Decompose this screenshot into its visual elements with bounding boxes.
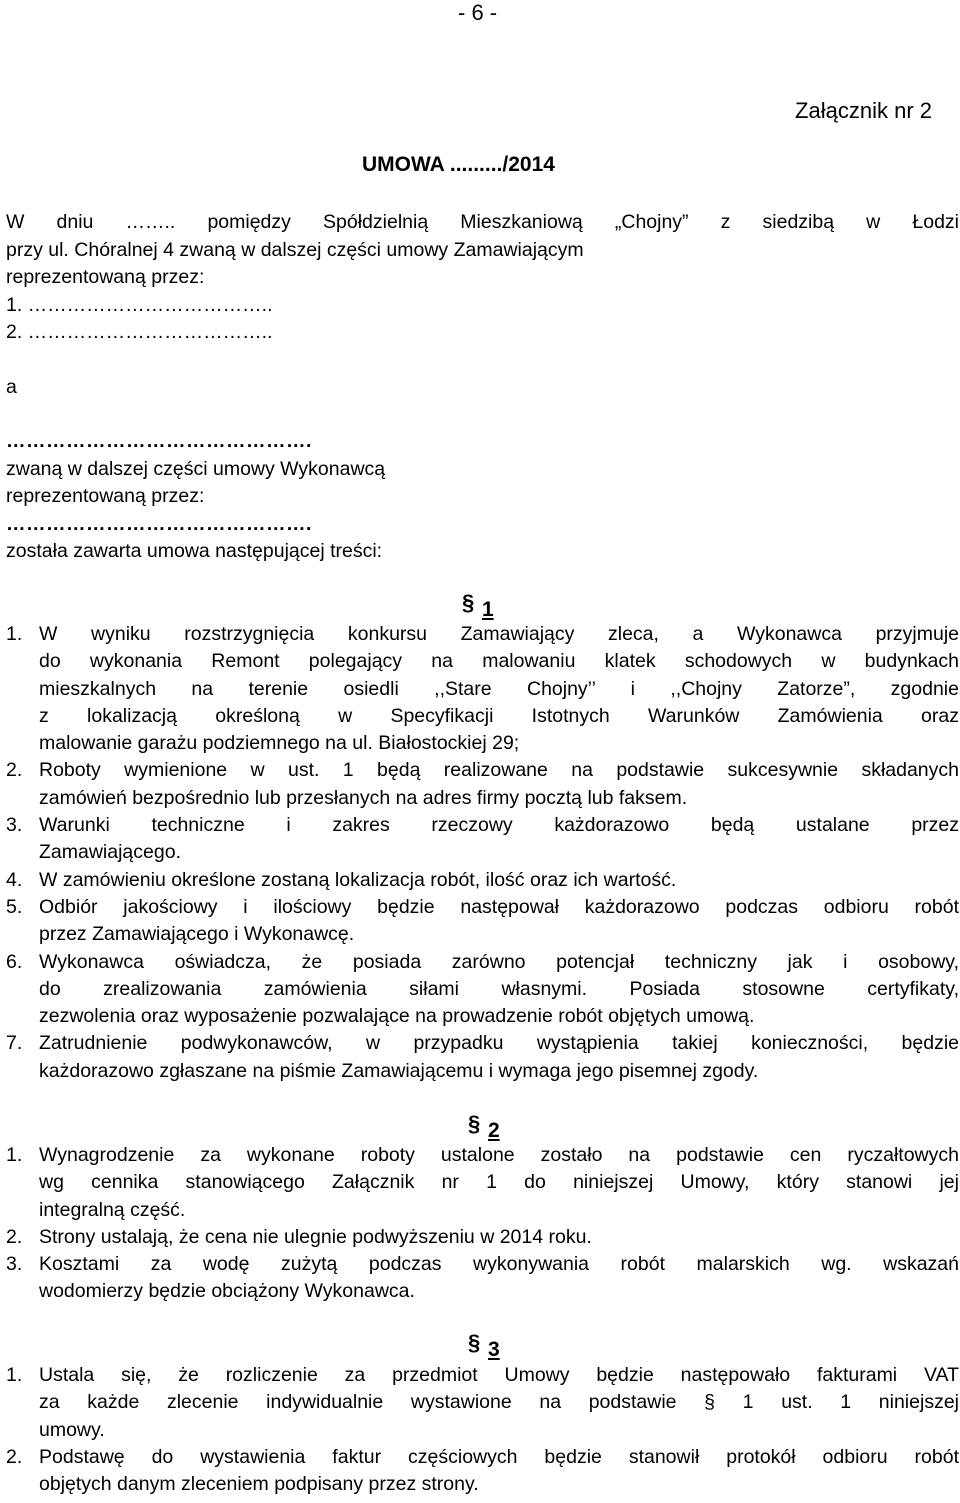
clause-line: W wyniku rozstrzygnięcia konkursu Zamawiający zleca, a Wykonawca przyjmuje (39, 623, 959, 645)
clause-number: 2. (6, 1225, 23, 1248)
section-heading-3 (468, 1331, 500, 1362)
clause-line: Odbiór jakościowy i ilościowy będzie następował każdorazowo podczas odbioru robót (39, 895, 959, 918)
svg-text:§: § (462, 591, 475, 613)
clause-line: Strony ustalają, że cena nie ulegnie podwyższeniu w 2014 roku. (39, 1225, 592, 1248)
annex-label: Załącznik nr 2 (795, 98, 932, 123)
intro-line: reprezentowaną przez: (6, 266, 205, 288)
clause-item (6, 812, 959, 867)
svg-text:§: § (468, 1112, 481, 1134)
clause-line: wg cennika stanowiącego Załącznik nr 1 do niniejszej Umowy, który stanowi jej (39, 1171, 959, 1194)
clause-item (6, 757, 959, 812)
clause-line: zezwolenia oraz wyposażenie pozwalające na prowadzenie robót objętych umową. (39, 1005, 755, 1028)
section-2-items (6, 1142, 959, 1306)
clause-item (6, 1444, 959, 1499)
clause-number: 4. (6, 868, 23, 891)
intro-line: przy ul. Chóralnej 4 zwaną w dalszej części umowy Zamawiającym (6, 238, 584, 261)
document-title: UMOWA ........./2014 (362, 153, 555, 176)
clause-item (6, 1224, 959, 1251)
clause-line: integralną część. (39, 1198, 186, 1221)
clause-number: 1. (6, 1144, 23, 1166)
clause-item (6, 949, 959, 1031)
clause-number: 1. (6, 1364, 23, 1386)
page-number: - 6 - (458, 0, 498, 25)
intro-and: a (6, 375, 17, 398)
clause-line: Roboty wymienione w ust. 1 będą realizowane na podstawie sukcesywnie składanych (39, 759, 959, 782)
section-number: 3 (488, 1338, 500, 1361)
clause-line: zamówień bezpośrednio lub przesłanych na adres firmy pocztą lub faksem. (39, 786, 688, 809)
clause-item (6, 894, 959, 949)
section-heading-2 (468, 1112, 500, 1143)
clause-line: Wykonawca oświadcza, że posiada zarówno potencjał techniczny jak i osobowy, (39, 950, 959, 973)
clause-line: Kosztami za wodę zużytą podczas wykonywania robót malarskich wg. wskazań (39, 1253, 959, 1276)
clause-line: do zrealizowania zamówienia siłami własnymi. Posiada stosowne certyfikaty, (39, 977, 959, 1000)
contractor-placeholder: ………………………………………. (6, 430, 312, 452)
clause-number: 6. (6, 950, 23, 973)
clause-line: do wykonania Remont polegający na malowaniu klatek schodowych w budynkach (39, 650, 959, 673)
clause-line: Podstawę do wystawienia faktur częściowych będzie stanowił protokół odbioru robót (39, 1445, 959, 1468)
clause-item (6, 867, 959, 894)
clause-number: 3. (6, 1253, 23, 1276)
section-number: 2 (488, 1119, 500, 1142)
clause-number: 2. (6, 1445, 23, 1468)
clause-line: malowanie garażu podziemnego na ul. Białostockiej 29; (39, 732, 520, 755)
clause-item (6, 1142, 959, 1224)
representative-line: 1. ……………………………….. (6, 293, 273, 316)
clause-number: 7. (6, 1032, 23, 1055)
contract-intro (6, 209, 959, 566)
clause-number: 2. (6, 759, 23, 782)
clause-line: Wynagrodzenie za wykonane roboty ustalone zostało na podstawie cen ryczałtowych (39, 1144, 959, 1166)
clause-line: wodomierzy będzie obciążony Wykonawca. (39, 1280, 415, 1303)
clause-line: umowy. (39, 1418, 105, 1441)
clause-line: objętych danym zleceniem podpisany przez strony. (39, 1473, 479, 1496)
section-1-items (6, 621, 959, 1085)
intro-line: została zawarta umowa następującej treści: (6, 540, 383, 562)
clause-line: z lokalizacją określoną w Specyfikacji Istotnych Warunków Zamówienia oraz (39, 704, 959, 727)
clause-item (6, 1251, 959, 1306)
clause-line: mieszkalnych na terenie osiedli ,,Stare Chojny’’ i ,,Chojny Zatorze”, zgodnie (39, 677, 959, 700)
clause-line: za każde zlecenie indywidualnie wystawione na podstawie § 1 ust. 1 niniejszej (39, 1391, 959, 1414)
clause-line: Zatrudnienie podwykonawców, w przypadku wystąpienia takiej konieczności, będzie (39, 1032, 959, 1055)
svg-text:§: § (468, 1331, 481, 1353)
clause-line: Ustala się, że rozliczenie za przedmiot Umowy będzie następowało fakturami VAT (39, 1364, 959, 1386)
clause-line: Warunki techniczne i zakres rzeczowy każdorazowo będą ustalane przez (39, 814, 959, 837)
clause-item (6, 1030, 959, 1085)
section-3-items (6, 1362, 959, 1498)
paragraph-icon (468, 1331, 482, 1353)
paragraph-icon (468, 1112, 482, 1134)
paragraph-icon (462, 591, 476, 613)
clause-line: W zamówieniu określone zostaną lokalizacja robót, ilość oraz ich wartość. (39, 868, 677, 891)
section-heading-1 (462, 591, 494, 622)
representative-placeholder: ………………………………………. (6, 512, 312, 535)
clause-item (6, 1362, 959, 1444)
section-number: 1 (482, 598, 494, 621)
clause-number: 3. (6, 814, 23, 837)
clause-line: każdorazowo zgłaszane na piśmie Zamawiającemu i wymaga jego pisemnej zgody. (39, 1059, 759, 1082)
representative-line: 2. ……………………………….. (6, 321, 273, 343)
clause-number: 1. (6, 623, 23, 645)
clause-line: Zamawiającego. (39, 841, 181, 864)
clause-number: 5. (6, 895, 23, 918)
intro-line: reprezentowaną przez: (6, 485, 205, 507)
clause-line: przez Zamawiającego i Wykonawcę. (39, 923, 355, 946)
intro-line: zwaną w dalszej części umowy Wykonawcą (6, 457, 386, 480)
intro-line: W dniu …….. pomiędzy Spółdzielnią Mieszkaniową „Chojny” z siedzibą w Łodzi (6, 211, 959, 233)
clause-item (6, 621, 959, 757)
